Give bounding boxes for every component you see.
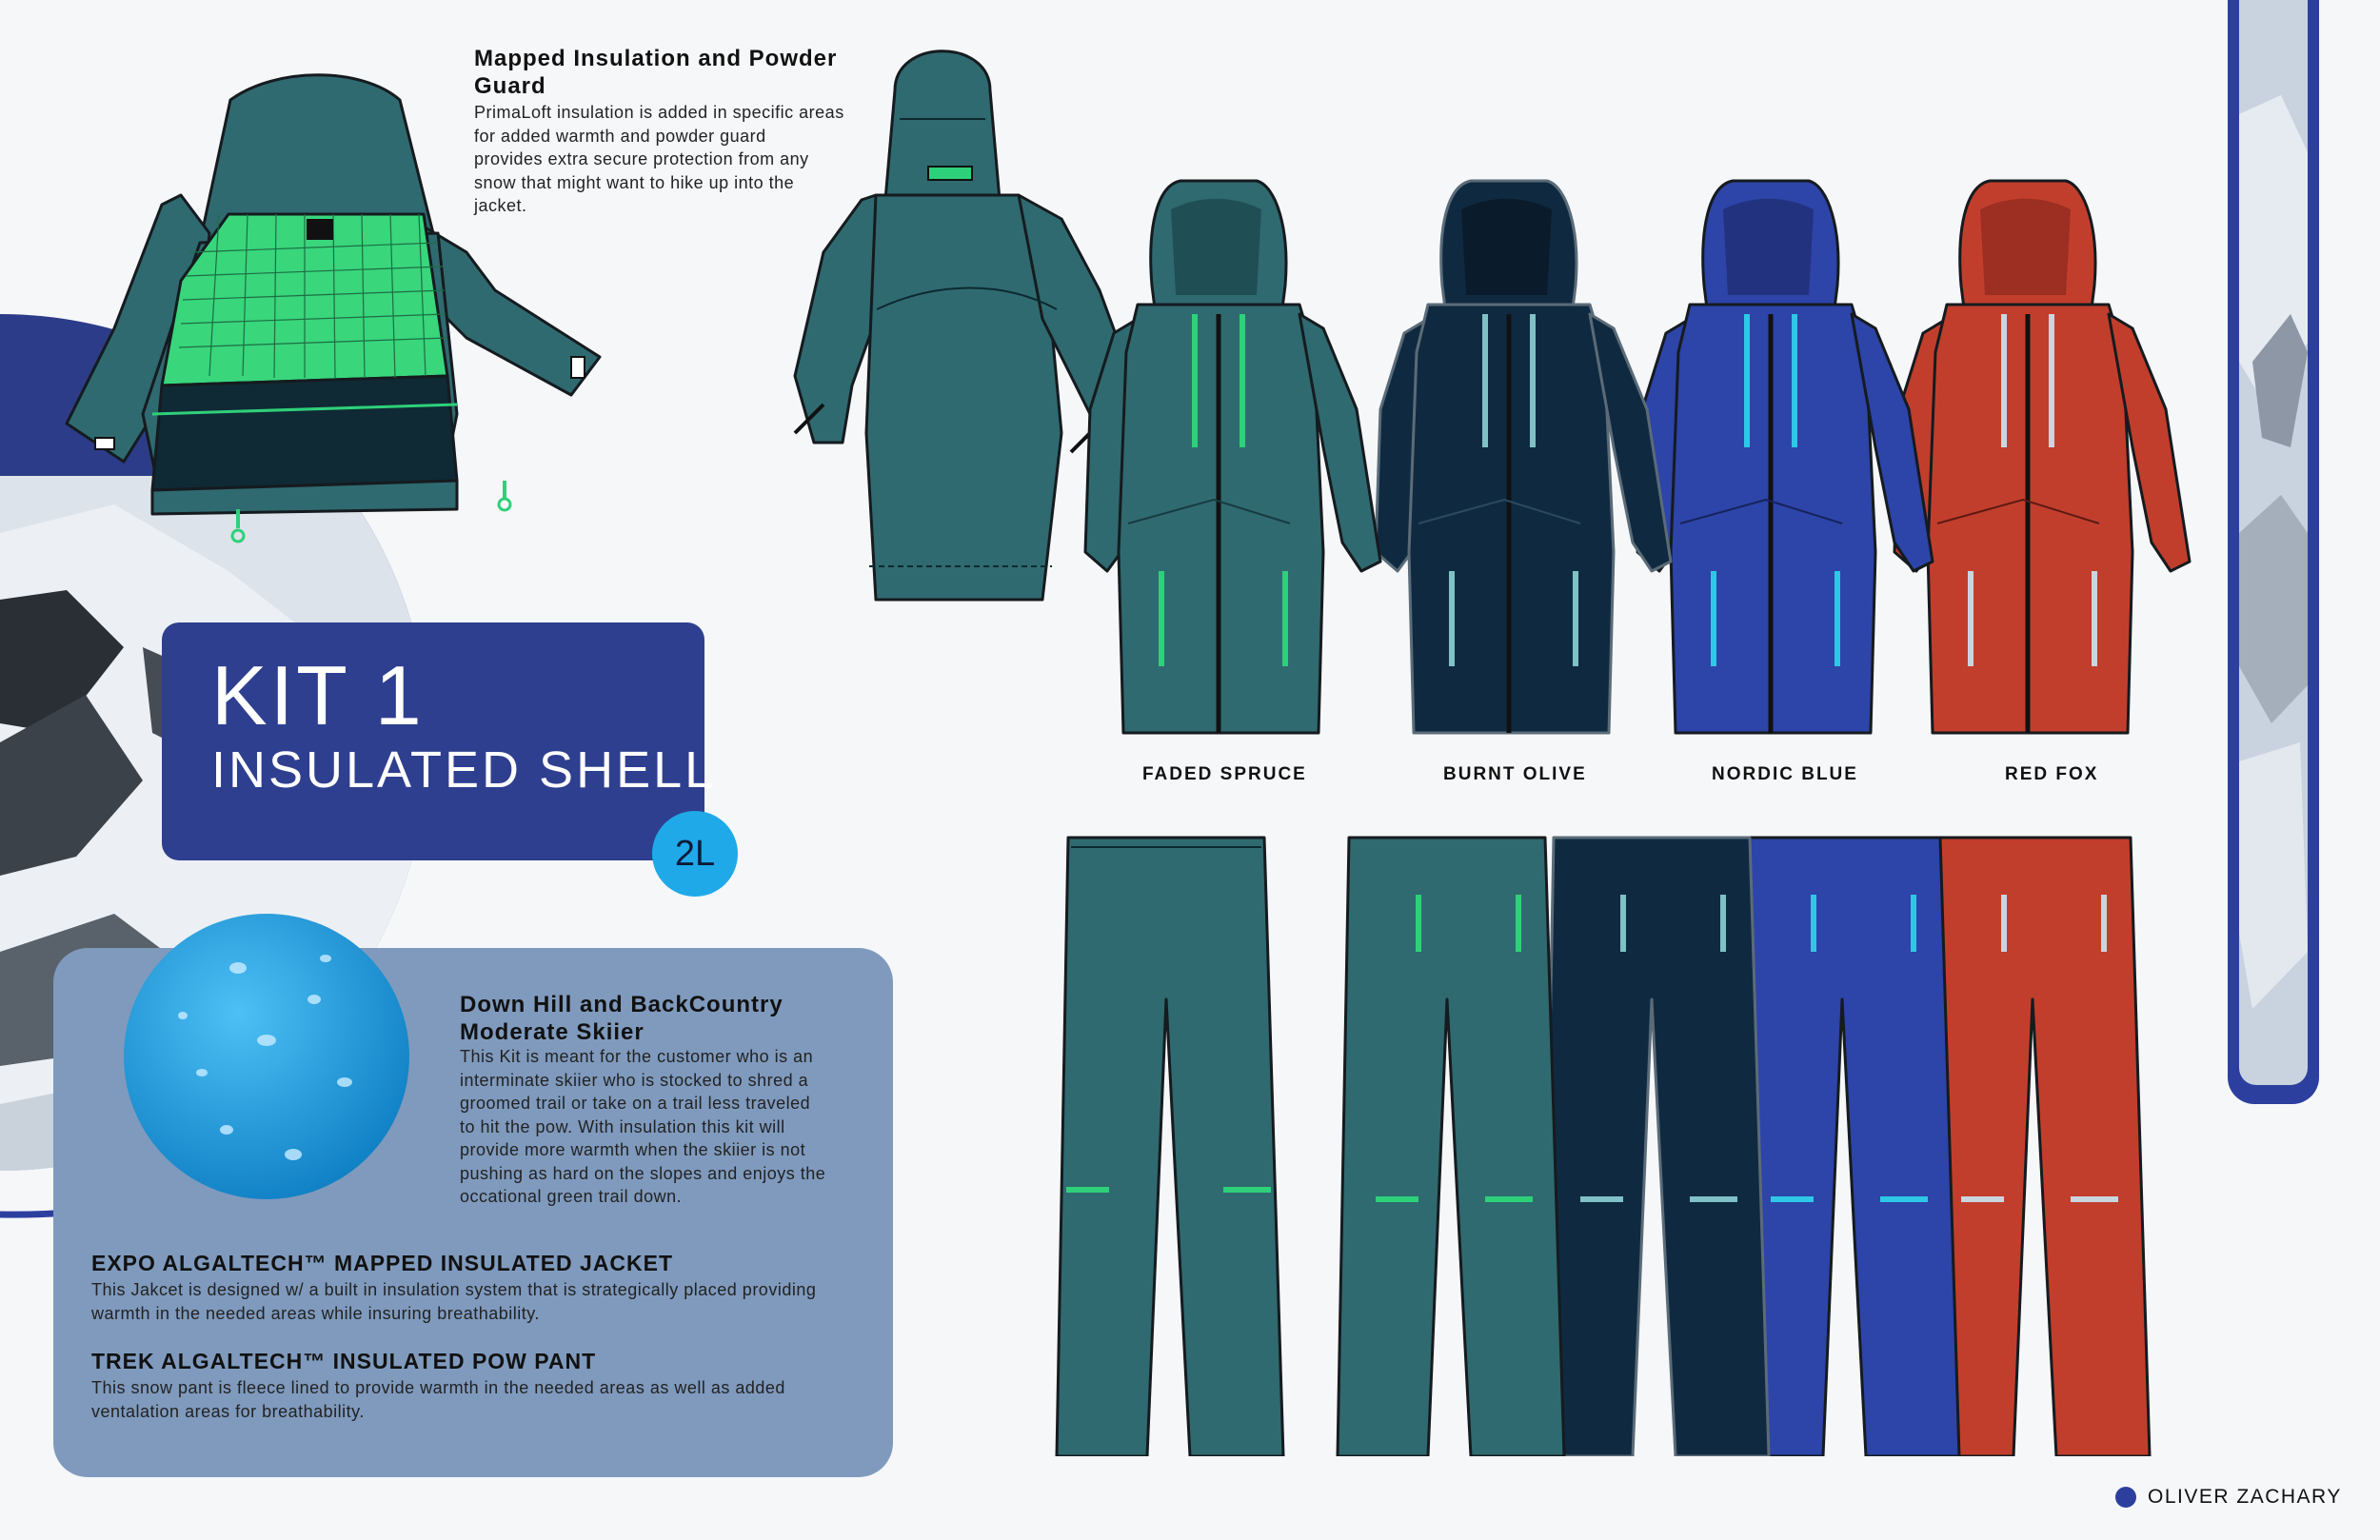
pant-back-view [1057,838,1283,1456]
colorway-label-nordic-blue: NORDIC BLUE [1712,764,1858,784]
jacket-product-name: EXPO ALGALTECH™ MAPPED INSULATED JACKET [91,1251,674,1275]
customer-body-line: occational green trail down. [460,1187,683,1206]
customer-body-line: groomed trail or take on a trail less traveled [460,1094,811,1113]
colorway-label-faded-spruce: FADED SPRUCE [1142,764,1307,784]
pant-description-line: This snow pant is fleece lined to provide warmth in the needed areas as well as added [91,1378,785,1397]
feature-body-line: PrimaLoft insulation is added in specific areas [474,103,844,122]
customer-body-line: This Kit is meant for the customer who is an [460,1047,814,1066]
pant-faded-spruce [1338,838,1564,1456]
pant-lineup [1047,819,2152,1456]
jacket-faded-spruce [1085,181,1380,733]
feature-heading-line1: Mapped Insulation and Powder [474,46,838,71]
footer-dot [2115,1487,2136,1508]
customer-heading-line1: Down Hill and BackCountry [460,992,783,1017]
jacket-nordic-blue [1637,181,1933,733]
fabric-water-swatch [124,909,409,1237]
jacket-product-description [91,1278,816,1325]
feature-body-line: for added warmth and powder guard [474,126,766,146]
feature-body-line: provides extra secure protection from any [474,149,809,168]
designer-name: OLIVER ZACHARY [2148,1486,2342,1508]
jacket-description-line: warmth in the needed areas while insuring breathability. [91,1303,540,1323]
pant-product-description [91,1376,785,1423]
customer-body-line: to hit the pow. With insulation this kit will [460,1116,785,1136]
customer-body-line: provide more warmth when the skiier is not [460,1140,806,1159]
customer-heading-line2: Moderate Skiier [460,1019,645,1045]
jacket-lineup [1000,171,2294,752]
feature-body-line: jacket. [474,196,527,215]
jacket-description-line: This Jakcet is designed w/ a built in insulation system that is strategically placed providing [91,1280,817,1299]
customer-body [460,1045,825,1209]
feature-body-line: snow that might want to hike up into the [474,172,795,192]
jacket-red-fox [1894,181,2190,733]
customer-body-line: pushing as hard on the slopes and enjoys the [460,1163,826,1183]
kit-subtitle: INSULATED SHELL [211,741,717,799]
colorway-label-red-fox: RED FOX [2005,764,2099,784]
pant-product-name: TREK ALGALTECH™ INSULATED POW PANT [91,1349,597,1373]
jacket-burnt-olive [1376,181,1671,733]
pant-burnt-olive [1542,838,1769,1456]
customer-body-line: interminate skiier who is stocked to shred a [460,1070,809,1090]
layer-badge: 2L [652,811,738,897]
feature-heading-line2: Guard [474,73,546,99]
pant-description-line: ventalation areas for breathability. [91,1401,365,1421]
kit-title: KIT 1 [211,648,425,742]
colorway-label-burnt-olive: BURNT OLIVE [1443,764,1587,784]
